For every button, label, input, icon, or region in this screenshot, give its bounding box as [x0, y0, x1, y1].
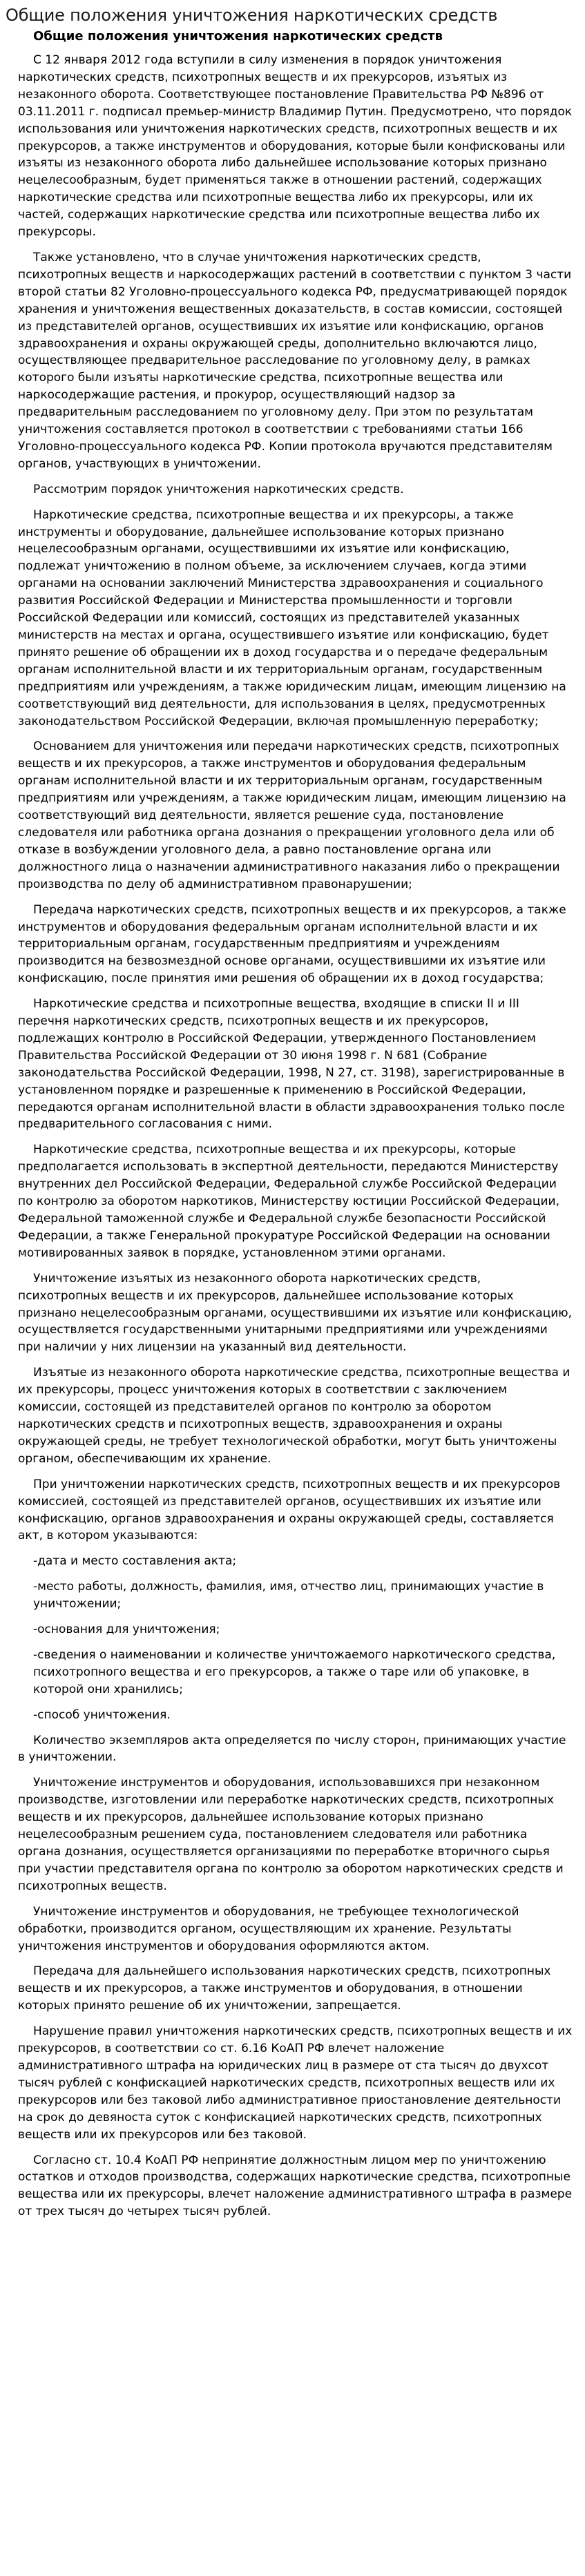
list-item: -сведения о наименовании и количестве уничтожаемого наркотического средства, психотропного вещества и его прекурсоров, а также о таре или об упаковке, в которой они хранились; [33, 1647, 556, 1696]
list-item: -основания для уничтожения; [33, 1623, 220, 1637]
paragraph-commission: Также установлено, что в случае уничтожения наркотических средств, психотропных веществ и наркосодержащих растений в соответствии с пунктом 3 части второй статьи 82 Уголовно-процессуального кодекса РФ, предусматривающей порядок хранения и уничтожения вещественных доказательств, в состав комиссии, состоящей из представителей органов, осуществивших их изъятие или конфискацию, органов здравоохранения и охраны окружающей среды, дополнительно включаются лицо, осуществляющее предварительное расследование по уголовному делу, в рамках которого были изъяты наркотические средства, психотропные вещества или наркосодержащие растения, и прокурор, осуществляющий надзор за предварительным расследованием по уголовному делу. При этом по результатам уничтожения составляется протокол в соответствии с требованиями статьи 166 Уголовно-процессуального кодекса РФ. Копии протокола вручаются представителям органов, участвующих в уничтожении. [18, 250, 572, 471]
list-item: -способ уничтожения. [33, 1707, 171, 1722]
page-title: Общие положения уничтожения наркотических средств [6, 6, 498, 25]
article-body [6, 25, 579, 2220]
paragraph: При уничтожении наркотических средств, психотропных веществ и их прекурсоров комиссией, состоящей из представителей органов, осуществивших их изъятие или конфискацию, органов здравоохранения и охраны окружающей среды, составляется акт, в котором указываются: [18, 1477, 561, 1543]
paragraph-procedure-heading: Рассмотрим порядок уничтожения наркотических средств. [33, 482, 404, 496]
paragraph: Наркотические средства, психотропные вещества и их прекурсоры, которые предполагается использовать в экспертной деятельности, передаются Министерству внутренних дел Российской Федерации, Федеральной службе Российской Федерации по контролю за оборотом наркотиков, Министерству юстиции Российской Федерации, Федеральной таможенной службе и Федеральной службе безопасности Российской Федерации, а также Генеральной прокуратуре Российской Федерации на основании мотивированных заявок в порядке, установленном этими органами. [18, 1143, 559, 1260]
paragraph: Наркотические средства, психотропные вещества и их прекурсоры, а также инструменты и оборудование, дальнейшее использование которых признано нецелесообразным органами, осуществившими их изъятие или конфискацию, подлежат уничтожению в полном объеме, за исключением случаев, когда этими органами на основании заключений Министерства здравоохранения и социального развития Российской Федерации и Министерства промышленности и торговли Российской Федерации или комиссий, состоящих из представителей указанных министерств на местах и органа, осуществившего изъятие или конфискацию, будет принято решение об обращении их в доход государства и о передаче федеральным органам исполнительной власти и их территориальным органам, государственным предприятиям или учреждениям, а также юридическим лицам, имеющим лицензию на соответствующий вид деятельности, для использования в целях, предусмотренных законодательством Российской Федерации, включая промышленную переработку; [18, 507, 566, 728]
paragraph: Уничтожение инструментов и оборудования, использовавшихся при незаконном производстве, изготовлении или переработке наркотических средств, психотропных веществ и их прекурсоров, дальнейшее использование которых признано нецелесообразным решением суда, постановлением следователя или работника органа дознания, осуществляется организациями по переработке вторичного сырья при участии представителя органа по контролю за оборотом наркотических средств и психотропных веществ. [18, 1776, 564, 1893]
paragraph: Изъятые из незаконного оборота наркотические средства, психотропные вещества и их прекурсоры, процесс уничтожения которых в соответствии с заключением комиссии, состоящей из представителей органов по контролю за оборотом наркотических средств и психотропных веществ, здравоохранения и охраны окружающей среды, не требует технологической обработки, могут быть уничтожены органом, обеспечивающим их хранение. [18, 1366, 570, 1466]
paragraph: Согласно ст. 10.4 КоАП РФ непринятие должностным лицом мер по уничтожению остатков и отходов производства, содержащих наркотические средства, психотропные вещества или их прекурсоры, влечет наложение административного штрафа в размере от трех тысяч до четырех тысяч рублей. [18, 2153, 573, 2219]
list-item: -дата и место составления акта; [33, 1554, 237, 1569]
paragraph: Передача наркотических средств, психотропных веществ и их прекурсоров, а также инструментов и оборудования федеральным органам исполнительной власти и их территориальным органам, государственным предприятиям и учреждениям производится на безвозмездной основе органами, осуществившими их изъятие или конфискацию, после принятия ими решения об обращении их в доход государства; [18, 902, 566, 986]
paragraph-intro: С 12 января 2012 года вступили в силу изменения в порядок уничтожения наркотических средств, психотропных веществ и их прекурсоров, изъятых из незаконного оборота. Соответствующее постановление Правительства РФ №896 от 03.11.2011 г. подписал премьер-министр Владимир Путин. Предусмотрено, что порядок использования или уничтожения наркотических средств, психотропных веществ и их прекурсоров, а также инструментов и оборудования, которые были конфискованы или изъяты из незаконного оборота либо дальнейшее использование которых признано нецелесообразным, будет применяться также в отношении растений, содержащих наркотические средства или психотропные вещества либо их прекурсоры, или их частей, содержащих наркотические средства или психотропные вещества либо их прекурсоры. [18, 53, 573, 240]
list-item: -место работы, должность, фамилия, имя, отчество лиц, принимающих участие в уничтожении; [33, 1580, 544, 1611]
paragraph: Нарушение правил уничтожения наркотических средств, психотропных веществ и их прекурсоров, в соответствии со ст. 6.16 КоАП РФ влечет наложение административного штрафа на юридических лиц в размере от ста тысяч до двухсот тысяч рублей с конфискацией наркотических средств, психотропных веществ или их прекурсоров или без таковой либо административное приостановление деятельности на срок до девяноста суток с конфискацией наркотических средств, психотропных веществ или их прекурсоров или без таковой. [18, 2024, 573, 2142]
article-subtitle: Общие положения уничтожения наркотических средств [33, 29, 443, 43]
paragraph: Основанием для уничтожения или передачи наркотических средств, психотропных веществ и их прекурсоров, а также инструментов и оборудования федеральным органам исполнительной власти и их территориальным органам, государственным предприятиям или учреждениям, а также юридическим лицам, имеющим лицензию на соответствующий вид деятельности, является решение суда, постановление следователя или работника органа дознания о прекращении уголовного дела или об отказе в возбуждении уголовного дела, а равно постановление органа или должностного лица о назначении административного наказания либо о прекращении производства по делу об административном правонарушении; [18, 739, 566, 891]
paragraph: Уничтожение инструментов и оборудования, не требующее технологической обработки, производится органом, осуществляющим их хранение. Результаты уничтожения инструментов и оборудования оформляются актом. [18, 1904, 519, 1953]
paragraph: Передача для дальнейшего использования наркотических средств, психотропных веществ и их прекурсоров, а также инструментов и оборудования, в отношении которых принято решение об их уничтожении, запрещается. [18, 1964, 551, 2013]
paragraph: Наркотические средства и психотропные вещества, входящие в списки II и III перечня наркотических средств, психотропных веществ и их прекурсоров, подлежащих контролю в Российской Федерации, утвержденного Постановлением Правительства Российской Федерации от 30 июня 1998 г. N 681 (Собрание законодательства Российской Федерации, 1998, N 27, ст. 3198), зарегистрированные в установленном порядке и разрешенные к применению в Российской Федерации, передаются органам исполнительной власти в области здравоохранения только после предварительного согласования с ними. [18, 997, 565, 1132]
paragraph: Уничтожение изъятых из незаконного оборота наркотических средств, психотропных веществ и их прекурсоров, дальнейшее использование которых признано нецелесообразным органами, осуществившими их изъятие или конфискацию, осуществляется государственными унитарными предприятиями или учреждениями при наличии у них лицензии на указанный вид деятельности. [18, 1271, 573, 1355]
paragraph: Количество экземпляров акта определяется по числу сторон, принимающих участие в уничтожении. [18, 1733, 566, 1765]
